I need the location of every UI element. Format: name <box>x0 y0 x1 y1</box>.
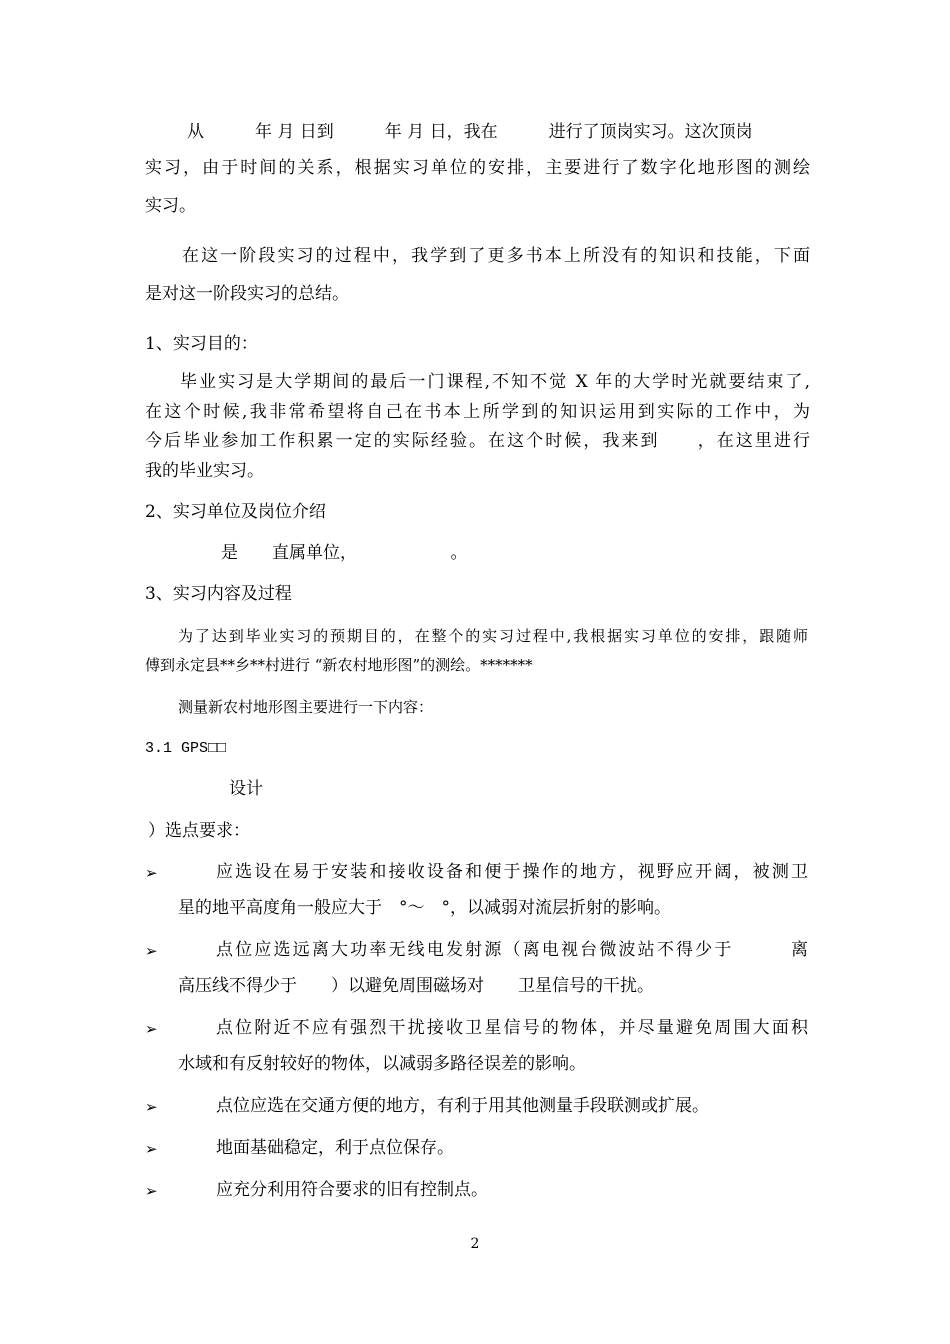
paragraph-2-line-2: 是对这一阶段实习的总结。 <box>145 284 349 304</box>
paragraph-2-line-1: 在这一阶段实习的过程中，我学到了更多书本上所没有的知识和技能，下面 <box>182 246 810 266</box>
paragraph-design: 设计 <box>229 779 263 799</box>
paragraph-1-line-2: 实习，由于时间的关系，根据实习单位的安排，主要进行了数字化地形图的测绘 <box>145 158 810 178</box>
paragraph-3-line-1: 毕业实习是大学期间的最后一门课程,不知不觉 X 年的大学时光就要结束了, <box>180 372 810 392</box>
bullet-6: 应充分利用符合要求的旧有控制点。 <box>216 1180 488 1200</box>
paragraph-5-line-1: 为了达到毕业实习的预期目的，在整个的实习过程中,我根据实习单位的安排，跟随师 <box>178 627 808 645</box>
bullet-3-line-2: 水域和有反射较好的物体，以减弱多路径误差的影响。 <box>178 1054 586 1074</box>
paragraph-site-selection: ）选点要求： <box>148 821 250 841</box>
paragraph-6: 测量新农村地形图主要进行一下内容： <box>178 698 434 716</box>
bullet-2-line-2: 高压线不得少于 ）以避免周围磁场对 卫星信号的干扰。 <box>178 976 654 996</box>
bullet-marker: ➢ <box>145 1182 158 1200</box>
bullet-2-line-1: 点位应选远离大功率无线电发射源（离电视台微波站不得少于 离 <box>216 940 808 960</box>
bullet-5: 地面基础稳定，利于点位保存。 <box>216 1138 454 1158</box>
paragraph-3-line-3: 今后毕业参加工作积累一定的实际经验。在这个时候，我来到 ，在这里进行 <box>145 431 810 451</box>
heading-content-process: 3、实习内容及过程 <box>145 584 292 604</box>
paragraph-1-line-3: 实习。 <box>145 196 196 216</box>
heading-unit-intro: 2、实习单位及岗位介绍 <box>145 502 326 522</box>
bullet-4: 点位应选在交通方便的地方，有利于用其他测量手段联测或扩展。 <box>216 1096 709 1116</box>
paragraph-3-line-2: 在这个时候,我非常希望将自己在书本上所学到的知识运用到实际的工作中，为 <box>145 402 810 422</box>
paragraph-1-line-1: 从 年 月 日到 年 月 日，我在 进行了顶岗实习。这次顶岗 <box>187 122 753 142</box>
paragraph-4: 是 直属单位， 。 <box>221 543 468 563</box>
bullet-marker: ➢ <box>145 864 158 882</box>
paragraph-3-line-4: 我的毕业实习。 <box>145 461 264 481</box>
bullet-1-line-2: 星的地平高度角一般应大于 °～ °，以减弱对流层折射的影响。 <box>178 898 671 918</box>
page-number: 2 <box>470 1236 480 1252</box>
heading-gps: 3.1 GPS□□ <box>145 740 227 757</box>
bullet-1-line-1: 应选设在易于安装和接收设备和便于操作的地方，视野应开阔，被测卫 <box>216 862 808 882</box>
bullet-marker: ➢ <box>145 942 158 960</box>
paragraph-5-line-2: 傅到永定县**乡**村进行 “新农村地形图”的测绘。******* <box>145 656 533 674</box>
bullet-3-line-1: 点位附近不应有强烈干扰接收卫星信号的物体，并尽量避免周围大面积 <box>216 1018 808 1038</box>
bullet-marker: ➢ <box>145 1140 158 1158</box>
bullet-marker: ➢ <box>145 1020 158 1038</box>
bullet-marker: ➢ <box>145 1098 158 1116</box>
heading-objective: 1、实习目的： <box>145 334 258 354</box>
